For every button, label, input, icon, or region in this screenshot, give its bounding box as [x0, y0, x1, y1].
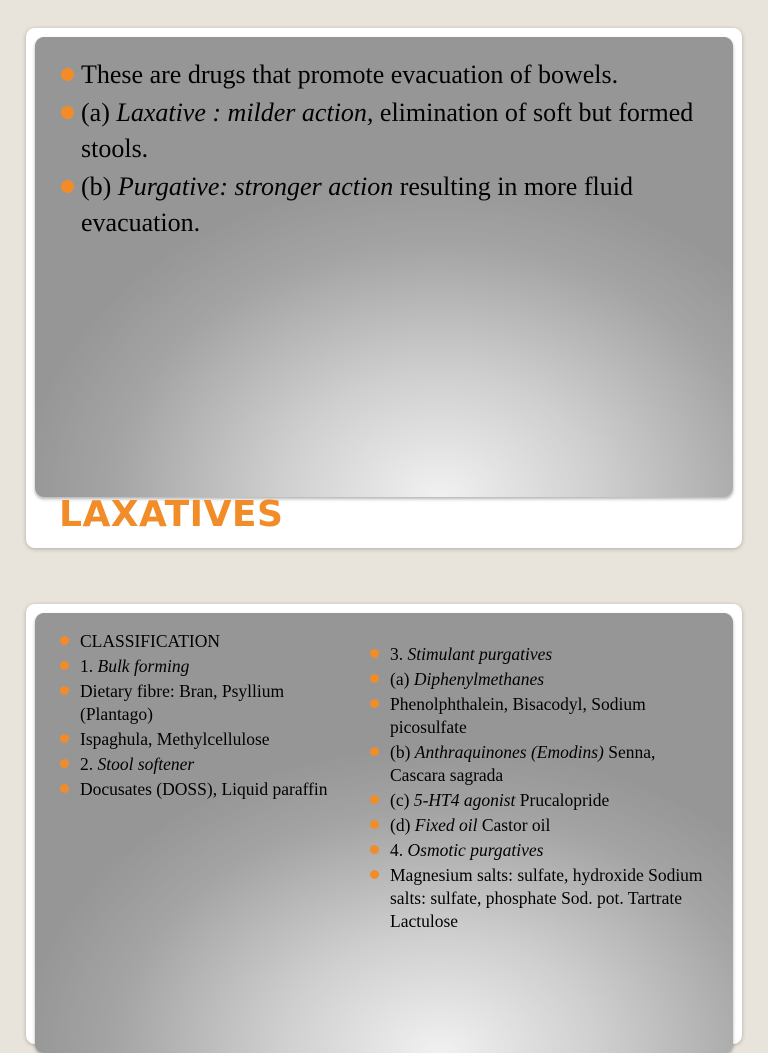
- intro-bullet-list: [59, 57, 729, 243]
- list-item: [370, 643, 715, 666]
- classification-left-column: [60, 630, 360, 803]
- content-panel: [35, 613, 733, 1053]
- item-italic-text: Stool softener: [97, 754, 195, 774]
- bullet-text: (b): [81, 172, 118, 201]
- list-item: [60, 753, 360, 776]
- item-text: Magnesium salts: sulfate, hydroxide Sodium salts: sulfate, phosphate Sod. pot. Tartrate Lactulose: [390, 865, 703, 931]
- bullet-icon: [60, 686, 69, 695]
- list-item: [59, 57, 729, 93]
- item-text-after: Senna, Cascara sagrada: [390, 742, 656, 785]
- list-item: [60, 728, 360, 751]
- item-text: 4.: [390, 840, 408, 860]
- item-italic-text: Stimulant purgatives: [407, 644, 553, 664]
- bullet-icon: [61, 180, 74, 193]
- classification-right-column: [370, 643, 715, 935]
- bullet-italic-text: Laxative : milder action,: [116, 98, 374, 127]
- bullet-icon: [370, 699, 379, 708]
- item-text-after: Castor oil: [477, 815, 551, 835]
- bullet-icon: [370, 649, 379, 658]
- item-text: (c): [390, 790, 414, 810]
- bullet-italic-text: Purgative: stronger action: [117, 172, 394, 201]
- bullet-icon: [370, 795, 379, 804]
- item-text: 3.: [390, 644, 408, 664]
- item-italic-text: 5-HT4 agonist: [413, 790, 516, 810]
- slide-title: LAXATIVES: [59, 494, 284, 535]
- item-text: 1.: [80, 656, 98, 676]
- bullet-icon: [370, 674, 379, 683]
- list-item: [59, 169, 729, 241]
- bullet-text-after: resulting in more fluid evacuation.: [81, 172, 633, 237]
- bullet-text: These are drugs that promote evacuation of bowels.: [81, 60, 619, 89]
- list-item: [370, 839, 715, 862]
- list-item: [60, 630, 360, 653]
- item-text-after: Prucalopride: [515, 790, 610, 810]
- bullet-icon: [370, 870, 379, 879]
- item-text: 2.: [80, 754, 98, 774]
- item-text: Dietary fibre: Bran, Psyllium (Plantago): [80, 681, 285, 724]
- item-italic-text: Bulk forming: [97, 656, 190, 676]
- item-text: Ispaghula, Methylcellulose: [80, 729, 270, 749]
- item-italic-text: Osmotic purgatives: [407, 840, 544, 860]
- bullet-icon: [61, 106, 74, 119]
- bullet-icon: [60, 759, 69, 768]
- list-item: [370, 864, 715, 933]
- bullet-icon: [60, 734, 69, 743]
- item-italic-text: Fixed oil: [414, 815, 478, 835]
- slide-laxatives-intro: [26, 28, 742, 548]
- bullet-icon: [370, 845, 379, 854]
- bullet-text-after: elimination of soft but formed stools.: [81, 98, 694, 163]
- item-text: CLASSIFICATION: [80, 631, 221, 651]
- bullet-icon: [60, 784, 69, 793]
- bullet-icon: [60, 661, 69, 670]
- list-item: [370, 693, 715, 739]
- list-item: [59, 95, 729, 167]
- list-item: [370, 814, 715, 837]
- bullet-text: (a): [81, 98, 117, 127]
- list-item: [60, 680, 360, 726]
- bullet-icon: [370, 820, 379, 829]
- item-text: Phenolphthalein, Bisacodyl, Sodium picosulfate: [390, 694, 646, 737]
- item-italic-text: Diphenylmethanes: [413, 669, 545, 689]
- list-item: [60, 778, 360, 801]
- bullet-icon: [370, 747, 379, 756]
- item-text: (d): [390, 815, 415, 835]
- list-item: [370, 789, 715, 812]
- item-text: Docusates (DOSS), Liquid paraffin: [80, 779, 328, 799]
- item-text: (b): [390, 742, 415, 762]
- list-item: [60, 655, 360, 678]
- list-item: [370, 668, 715, 691]
- slide-classification: [26, 604, 742, 1044]
- item-italic-text: Anthraquinones (Emodins): [414, 742, 604, 762]
- bullet-icon: [60, 636, 69, 645]
- bullet-icon: [61, 68, 74, 81]
- item-text: (a): [390, 669, 414, 689]
- content-panel: [35, 37, 733, 497]
- list-item: [370, 741, 715, 787]
